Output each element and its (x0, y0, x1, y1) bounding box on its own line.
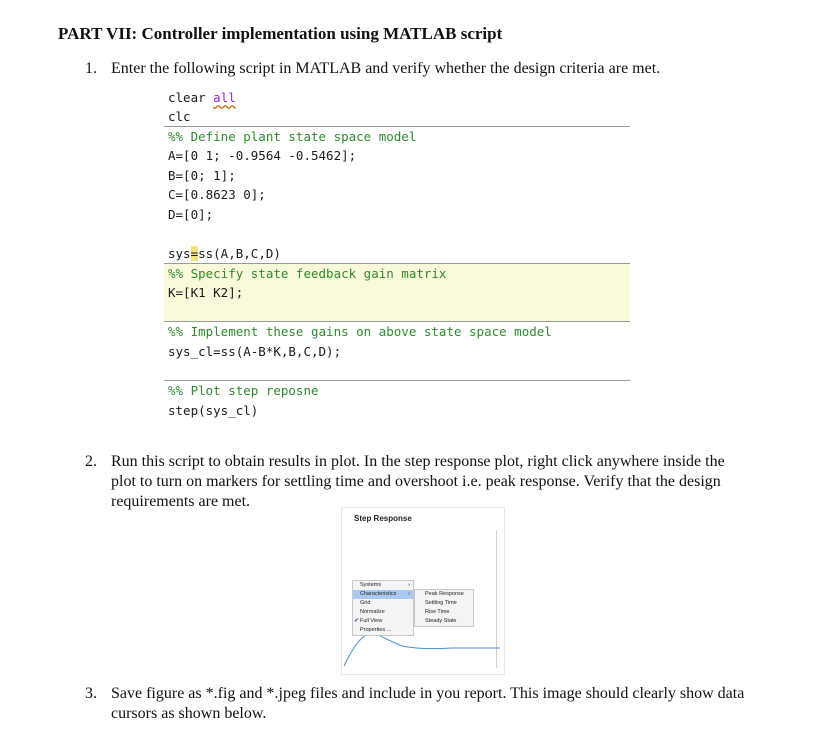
cell-divider (164, 126, 630, 127)
step-2-text: Run this script to obtain results in plot. In the step response plot, right click anywhere inside the plot to turn on markers for settling time and overshoot i.e. peak response. Verify that the design requirements are met. (111, 453, 725, 510)
code-line-b: B=[0; 1]; (168, 168, 236, 183)
submenu-item-steady-state[interactable]: Steady State (425, 618, 457, 624)
menu-item-systems[interactable]: Systems › (360, 582, 410, 588)
step-2-number: 2. (85, 453, 97, 470)
code-line-d: D=[0]; (168, 207, 214, 222)
chevron-right-icon: › (408, 582, 410, 588)
code-line-sys (168, 246, 281, 261)
code-line-clear (168, 90, 236, 105)
step-response-plot[interactable] (341, 507, 505, 675)
submenu-item-peak-response[interactable]: Peak Response (425, 591, 464, 597)
code-comment-impl: %% Implement these gains on above state space model (168, 324, 552, 339)
code-comment-plot: %% Plot step reposne (168, 383, 319, 398)
context-menu (352, 580, 414, 636)
code-comment-gain: %% Specify state feedback gain matrix (168, 266, 447, 281)
page-heading: PART VII: Controller implementation using MATLAB script (58, 24, 503, 43)
step-3-number: 3. (85, 685, 97, 702)
step-1-text: Enter the following script in MATLAB and verify whether the design criteria are met. (111, 60, 661, 77)
code-line-step: step(sys_cl) (168, 403, 259, 418)
code-clear-cmd: clear (168, 90, 214, 105)
cell-divider (164, 263, 630, 264)
step-1-number: 1. (85, 60, 97, 77)
check-icon: ✔ (354, 618, 360, 624)
code-comment-plant: %% Define plant state space model (168, 129, 417, 144)
chevron-right-icon: › (408, 591, 410, 597)
step-3-text: Save figure as *.fig and *.jpeg files and include in you report. This image should clearly show data cursors as shown below. (111, 685, 745, 722)
code-line-k: K=[K1 K2]; (168, 285, 244, 300)
cell-divider (164, 321, 630, 322)
code-line-c: C=[0.8623 0]; (168, 187, 266, 202)
cell-divider (164, 380, 630, 381)
code-sys-eq: = (190, 246, 199, 261)
submenu-item-settling-time[interactable]: Settling Time (425, 600, 457, 606)
menu-item-properties[interactable]: Properties ... (360, 627, 392, 633)
menu-item-full-view[interactable]: ✔ Full View (354, 618, 383, 624)
plot-title: Step Response (354, 514, 412, 523)
characteristics-submenu (414, 589, 474, 627)
code-sys-post: ss(A,B,C,D) (198, 246, 281, 261)
code-sys-pre: sys (168, 246, 191, 261)
code-clear-arg: all (213, 90, 236, 105)
code-line-syscl: sys_cl=ss(A-B*K,B,C,D); (168, 344, 342, 359)
matlab-script (160, 88, 630, 426)
menu-item-characteristics[interactable]: Characteristics › (353, 590, 413, 599)
code-line-a: A=[0 1; -0.9564 -0.5462]; (168, 148, 357, 163)
submenu-item-rise-time[interactable]: Rise Time (425, 609, 450, 615)
menu-item-normalize[interactable]: Normalize (360, 609, 385, 615)
menu-item-grid[interactable]: Grid (360, 600, 371, 606)
code-line-clc: clc (168, 109, 191, 124)
